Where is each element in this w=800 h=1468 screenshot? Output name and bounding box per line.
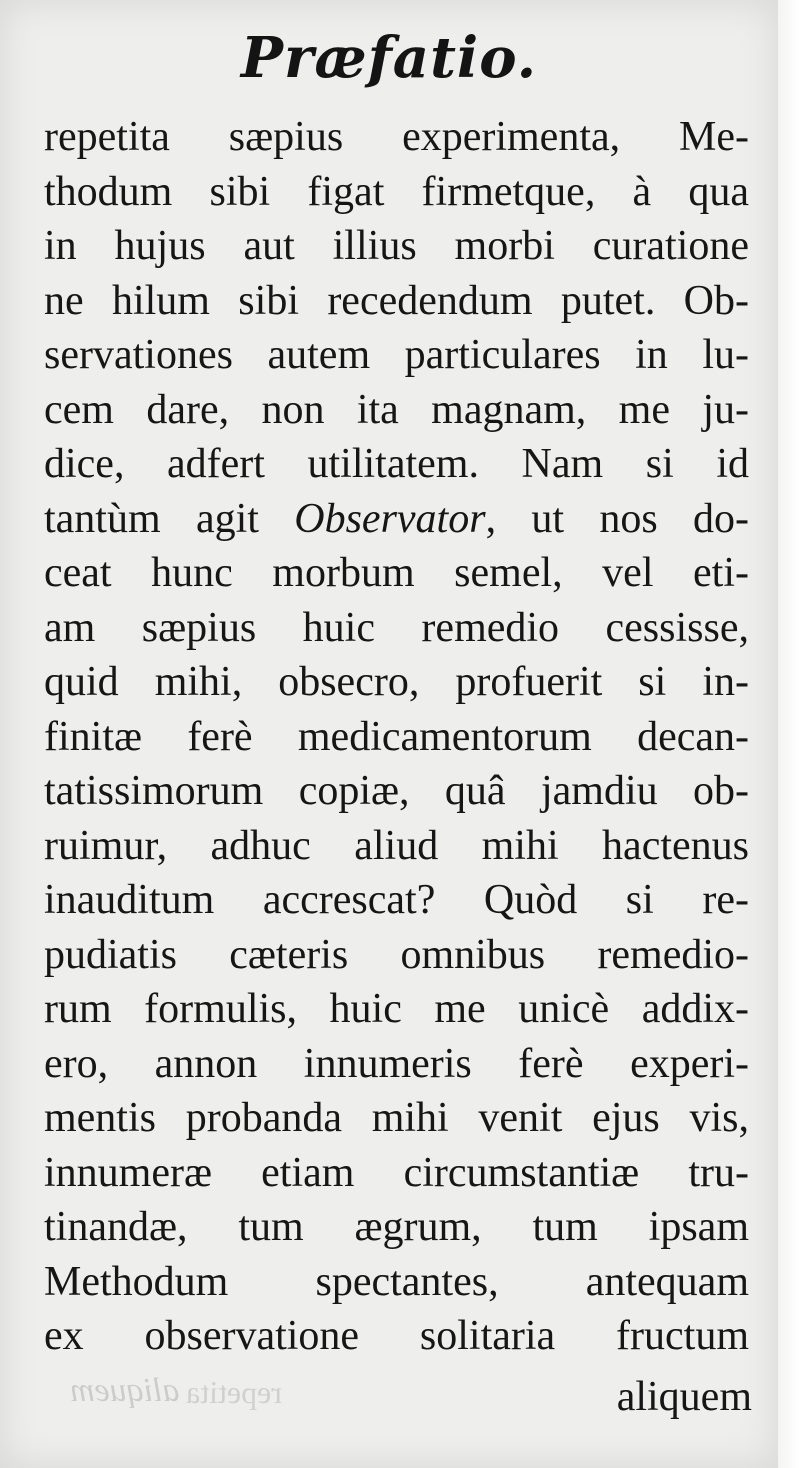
text-line-18: ero, annon innumeris ferè experi- xyxy=(44,1040,749,1087)
text-line-11: quid mihi, obsecro, profuerit si in- xyxy=(44,659,749,705)
text-line-8-start: tantùm agit xyxy=(44,495,295,542)
text-line-5: servationes autem particulares in lu- xyxy=(44,332,749,378)
text-line-1: repetita sæpius experimenta, Me- xyxy=(44,114,749,160)
show-through-text-right: repetita xyxy=(186,1374,282,1410)
text-line-23: ex observatione solitaria fructum xyxy=(44,1313,749,1359)
observator-italic: Observator xyxy=(294,495,486,542)
text-line-3: in hujus aut illius morbi curatione xyxy=(44,223,749,269)
text-line-13: tatissimorum copiæ, quâ jamdiu ob- xyxy=(44,768,749,814)
catchword: aliquem xyxy=(616,1374,752,1420)
text-line-16: pudiatis cæteris omnibus remedio- xyxy=(44,931,749,978)
text-line-10: am sæpius huic remedio cessisse, xyxy=(44,604,749,651)
show-through-text-left: aliquem xyxy=(70,1372,180,1409)
text-line-20: innumeræ etiam circumstantiæ tru- xyxy=(44,1149,749,1196)
text-line-12: finitæ ferè medicamentorum decan- xyxy=(44,713,749,760)
page-edge xyxy=(778,0,800,1468)
text-line-8-end: , ut nos do- xyxy=(485,495,749,542)
text-line-19: mentis probanda mihi venit ejus vis, xyxy=(44,1095,749,1141)
text-line-8 xyxy=(44,492,749,547)
text-line-17: rum formulis, huic me unicè addix- xyxy=(44,986,749,1032)
text-line-9: ceat hunc morbum semel, vel eti- xyxy=(44,550,749,596)
text-line-22: Methodum spectantes, antequam xyxy=(44,1258,749,1305)
text-line-14: ruimur, adhuc aliud mihi hactenus xyxy=(44,822,749,869)
body-text xyxy=(44,110,749,1364)
text-line-6: cem dare, non ita magnam, me ju- xyxy=(44,386,749,433)
text-line-21: tinandæ, tum ægrum, tum ipsam xyxy=(44,1204,749,1250)
text-line-7: dice, adfert utilitatem. Nam si id xyxy=(44,441,749,487)
text-line-15: inauditum accrescat? Quòd si re- xyxy=(44,877,749,923)
text-line-2: thodum sibi figat firmetque, à qua xyxy=(44,168,749,215)
text-line-4: ne hilum sibi recedendum putet. Ob- xyxy=(44,277,749,324)
running-head: Præfatio. xyxy=(240,25,538,91)
